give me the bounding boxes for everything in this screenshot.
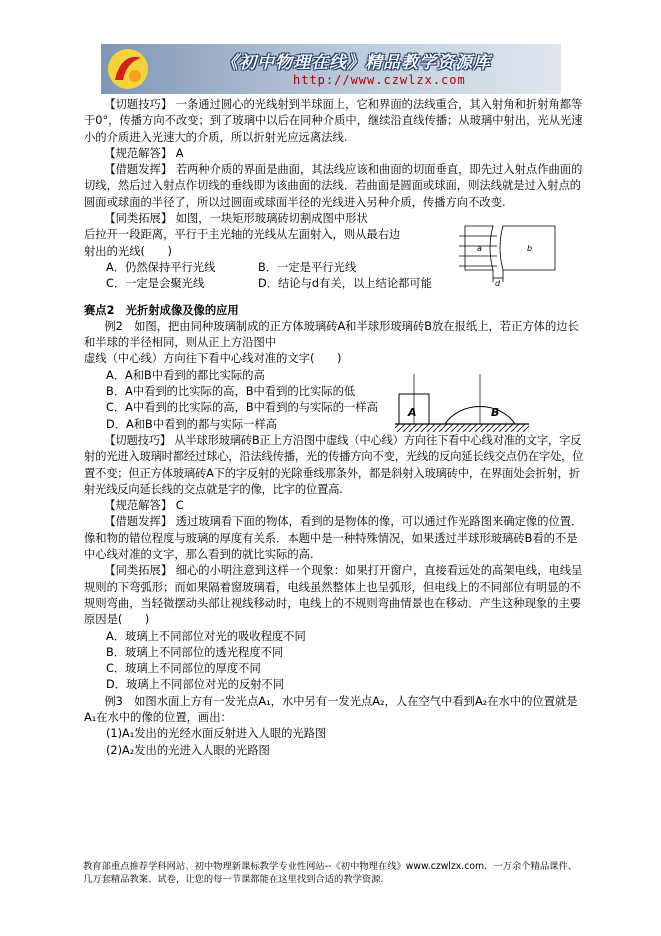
elaboration-2: 【借题发挥】 透过玻璃看下面的物体，看到的是物体的像，可以通过作光路图来确定像的位置．像和物的错位程度与玻璃的厚度有关系．本题中是一种特殊情况，如果透过半球形玻璃砖B看的不是中心线对准的文字，那么看到的就比实际的高.: [84, 515, 583, 562]
technique-paragraph-1: 【切题技巧】 一条通过圆心的光线射到半球面上，它和界面的法线重合，其入射角和折射角都等于0°，传播方向不改变；到了玻璃中以后在同种介质中，继续沿直线传播；从玻璃中射出，光从光速小的介质进入光速大的介质，所以折射光应远离法线.: [84, 98, 583, 144]
split-glass-brick-figure: [459, 224, 559, 286]
page-footer: 教育部重点推荐学科网站、初中物理新课标教学专业性网站--《初中物理在线》www.czwlzx.com．一万余个精品课件、几万套精品教案、试卷，让您的每一节课都能在这里找到合适的教学资源.: [83, 861, 578, 885]
extension-question-2: 【同类拓展】 细心的小明注意到这样一个现象：如果打开窗户，直接看远处的高架电线，电线呈规则的下弯弧形；而如果隔着窗玻璃看，电线虽然整体上也呈弧形，但电线上的不同部位有明显的不规则弯曲，当轻微摆动头部让视线移动时，电线上的不规则弯曲情景也在移动．产生这种现象的主要原因是( ): [84, 564, 583, 627]
fig1-label-d: d: [495, 279, 501, 286]
option-a: A．仍然保持平行光线: [106, 260, 216, 274]
banner-title: 《初中物理在线》精品教学资源库: [221, 53, 491, 73]
option-a: A．玻璃上不同部位对光的吸收程度不同: [106, 629, 306, 643]
fig1-label-b: b: [527, 244, 533, 253]
elaboration-1: 【借题发挥】 若两种介质的界面是曲面，其法线应该和曲面的切面垂直，即先过入射点作曲面的切线，然后过入射点作切线的垂线即为该曲面的法线．若曲面是圆面或球面，则法线就是过入射点的圆面或球面的半径了，所以过圆面或球面半径的光线进入另种介质，传播方向不改变.: [84, 163, 583, 209]
fig1-label-a: a: [477, 244, 482, 253]
example-3: 例3 如图水面上方有一发光点A₁，水中另有一发光点A₂，人在空气中看到A₂在水中的位置就是A₁在水中的像的位置，画出：: [84, 694, 578, 724]
header-banner: [101, 44, 561, 94]
option-c: C．玻璃上不同部位的厚度不同: [106, 662, 261, 676]
option-b: B．A中看到的比实际的高，B中看到的比实际的低: [106, 385, 356, 399]
option-a: A．A和B中看到的都比实际的高: [106, 368, 265, 382]
fig2-label-a: A: [408, 406, 417, 419]
option-c: C．A中看到的比实际的高，B中看到的与实际的一样高: [106, 401, 378, 415]
technique-paragraph-2: 【切题技巧】 从半球形玻璃砖B正上方沿图中虚线（中心线）方向往下看中心线对准的文字，字反射的光进入玻璃时都经过球心，沿法线传播，光的传播方向不变，光线的反向延长线交点仍在字处，位置不变；但正方体玻璃砖A下的字反射的光除垂线那条外，都是斜射入玻璃砖中，在界面处会折射，折射光线反向延长线的交点就是字的像，比字的位置高.: [84, 433, 584, 496]
example-2-line-2: 虚线（中心线）方向往下看中心线对准的文字( ): [84, 352, 342, 366]
option-d: D．结论与d有关，以上结论都可能: [258, 277, 433, 291]
option-d: D．玻璃上不同部位对光的反射不同: [106, 678, 285, 692]
example-2-line-1: 例2 如图，把由同种玻璃制成的正方体玻璃砖A和半球形玻璃砖B放在报纸上，若正方体的边长和半球的半径相同，则从正上方沿图中: [84, 319, 579, 350]
fig2-label-b: B: [491, 406, 500, 419]
option-b: B．玻璃上不同部位的透光程度不同: [106, 645, 284, 659]
banner-url[interactable]: http://www.czwlzx.com: [293, 73, 466, 87]
section-heading: 赛点2 光折射成像及像的应用: [84, 303, 239, 317]
extension-question-1-line-1: 【同类拓展】 如图，一块矩形玻璃砖切割成图中形状: [104, 212, 368, 226]
extension-question-1-line-2: 后拉开一段距离，平行于主光轴的光线从左面射入，则从最右边: [84, 228, 401, 242]
option-b: B．一定是平行光线: [258, 260, 357, 274]
extension-question-1-line-3: 射出的光线( ): [84, 244, 172, 258]
answer-1: 【规范解答】 A: [104, 146, 184, 160]
option-c: C．一定是会聚光线: [106, 277, 205, 291]
example-3-task-1: (1)A₁发出的光经水面反射进入人眼的光路图: [106, 727, 327, 741]
option-d: D．A和B中看到的都与实际一样高: [106, 417, 278, 431]
answer-2: 【规范解答】 C: [104, 499, 184, 513]
example-3-task-2: (2)A₂发出的光进入人眼的光路图: [106, 743, 270, 757]
glass-cube-and-hemisphere-figure: [395, 374, 535, 434]
site-logo-icon: [105, 46, 151, 92]
